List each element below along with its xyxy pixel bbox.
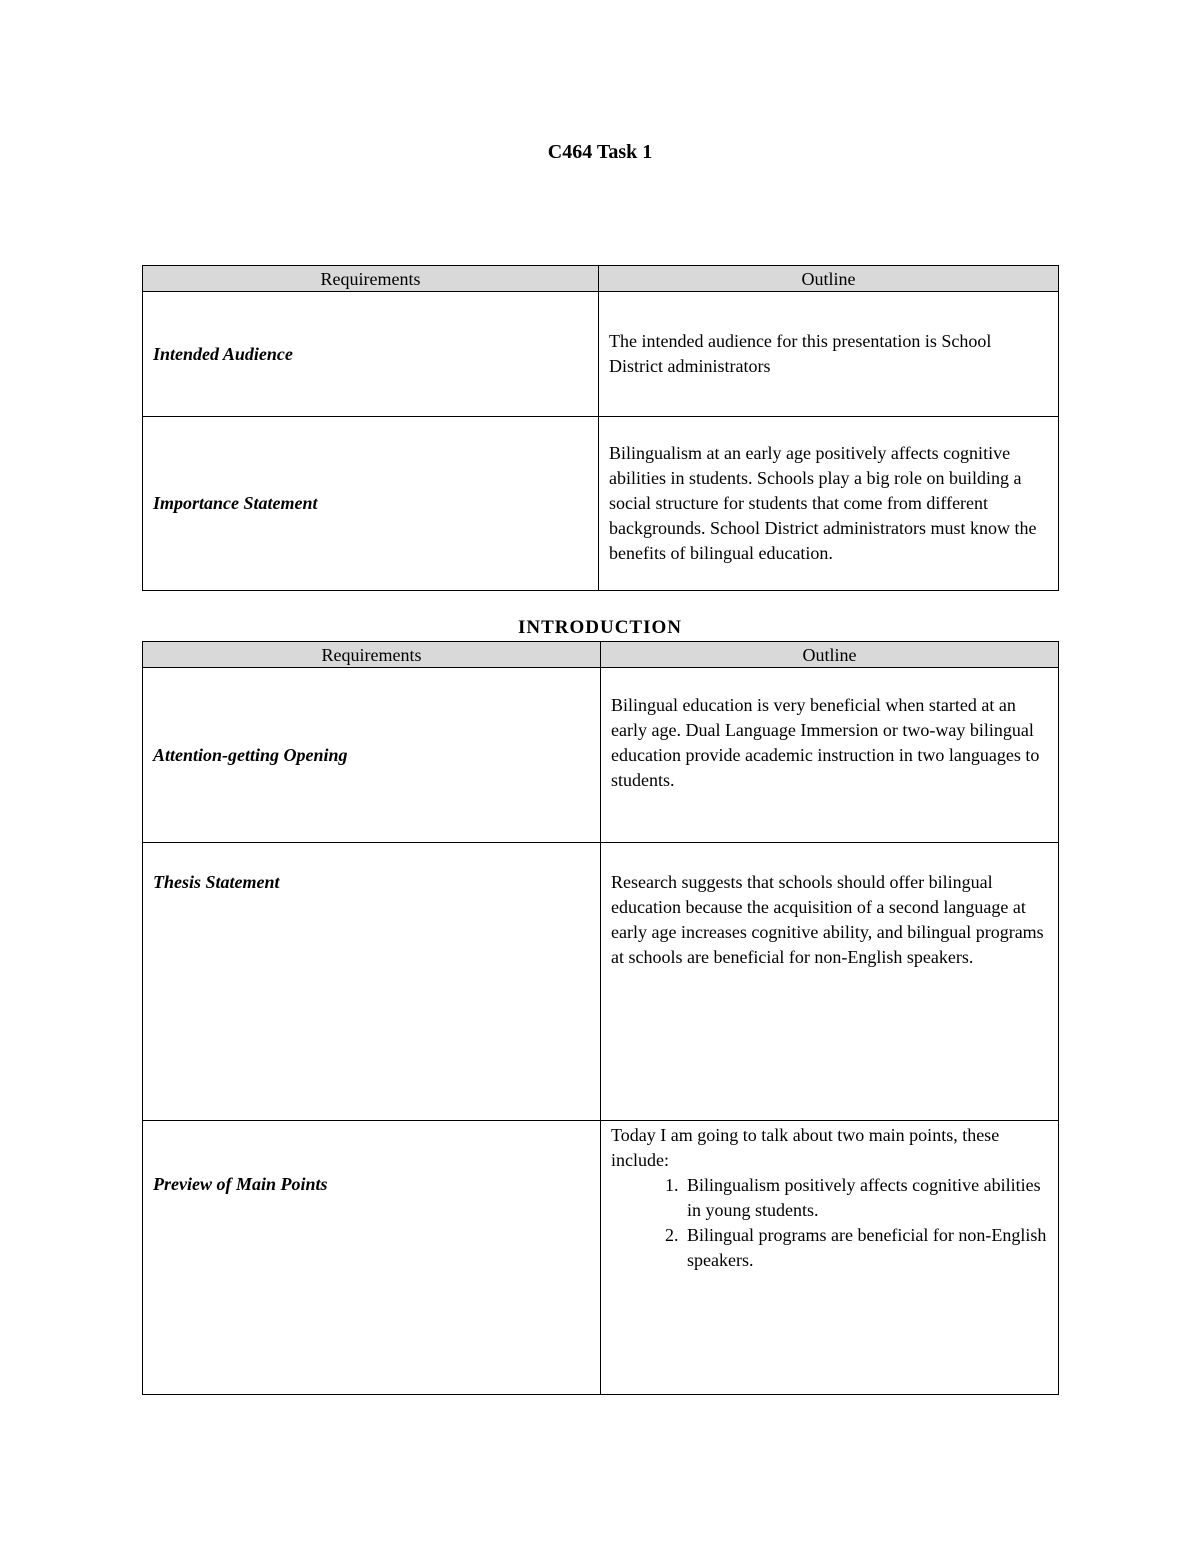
header-outline: Outline xyxy=(599,266,1059,292)
list-item: 2. Bilingual programs are beneficial for non-English speakers. xyxy=(683,1223,1048,1273)
list-item: 1. Bilingualism positively affects cognitive abilities in young students. xyxy=(683,1173,1048,1223)
header-requirements: Requirements xyxy=(143,642,601,668)
introduction-heading: INTRODUCTION xyxy=(517,617,683,638)
attention-getting-opening-outline: Bilingual education is very beneficial when started at an early age. Dual Language Immersion or two-way bilingual education provide academic instruction in two languages to students. xyxy=(601,668,1059,843)
header-outline: Outline xyxy=(601,642,1059,668)
importance-statement-outline: Bilingualism at an early age positively affects cognitive abilities in students. Schools play a big role on building a social structure for students that come from different backgrounds. School District administrators must know the benefits of bilingual education. xyxy=(599,417,1059,591)
intended-audience-label: Intended Audience xyxy=(143,292,599,417)
table-row xyxy=(143,292,1059,417)
thesis-statement-label: Thesis Statement xyxy=(143,843,601,1121)
table-header-row xyxy=(143,642,1059,668)
preview-intro-text: Today I am going to talk about two main points, these include: xyxy=(611,1125,1000,1170)
preview-main-points-outline xyxy=(601,1121,1059,1395)
document-title: C464 Task 1 xyxy=(547,141,653,163)
table-row xyxy=(143,417,1059,591)
intended-audience-outline: The intended audience for this presentation is School District administrators xyxy=(599,292,1059,417)
table-row xyxy=(143,843,1059,1121)
table-row xyxy=(143,1121,1059,1395)
table-header-row xyxy=(143,266,1059,292)
introduction-table xyxy=(142,641,1059,1395)
preview-main-points-label: Preview of Main Points xyxy=(143,1121,601,1395)
table-row xyxy=(143,668,1059,843)
main-points-list xyxy=(611,1173,1048,1273)
attention-getting-opening-label: Attention-getting Opening xyxy=(143,668,601,843)
header-requirements: Requirements xyxy=(143,266,599,292)
thesis-statement-outline: Research suggests that schools should offer bilingual education because the acquisition of a second language at early age increases cognitive ability, and bilingual programs at schools are beneficial for non-English speakers. xyxy=(601,843,1059,1121)
requirements-table xyxy=(142,265,1059,591)
importance-statement-label: Importance Statement xyxy=(143,417,599,591)
